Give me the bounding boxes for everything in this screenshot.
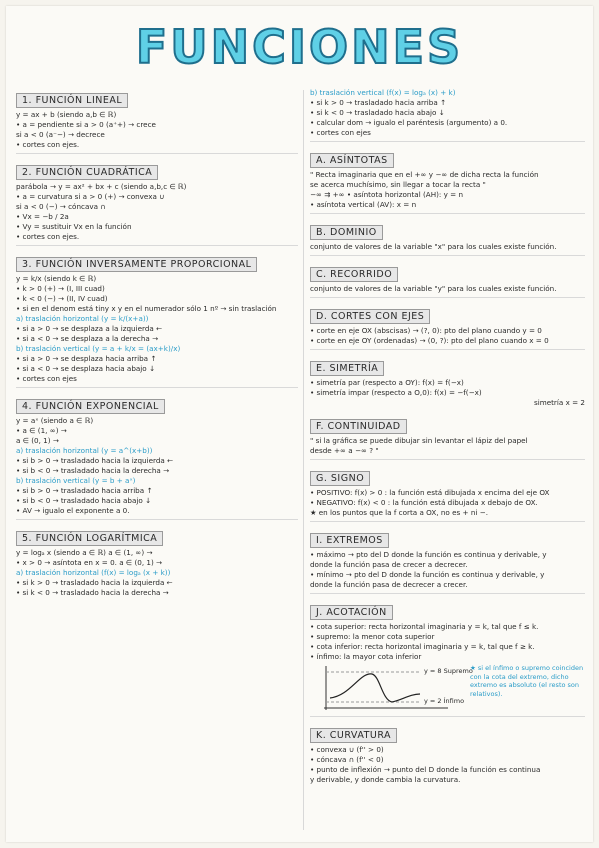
text-line: se acerca muchísimo, sin llegar a tocar la recta "	[310, 180, 486, 189]
text-line: • si k < 0 → trasladado hacia abajo ↓	[310, 108, 445, 117]
subheading: b) traslación vertical (f(x) = logₐ (x) + k)	[310, 88, 456, 97]
text-line: • simetría par (respecto a OY): f(x) = f(−x)	[310, 378, 464, 387]
text-line: • si a > 0 → se desplaza hacia arriba ↑	[16, 354, 157, 363]
text-line: • cortes con ejes.	[16, 140, 80, 149]
section-heading: K. CURVATURA	[310, 728, 397, 743]
section-signo	[310, 466, 585, 522]
text-line: • si en el denom está tiny x y en el numerador sólo 1 nº → sin traslación	[16, 304, 277, 313]
text-line: • asíntota vertical (AV): x = n	[310, 200, 417, 209]
section-logaritmica	[16, 526, 298, 598]
subheading: a) traslación horizontal (f(x) = logₐ (x + k))	[16, 568, 171, 577]
text-line: • máximo → pto del D donde la función es continua y derivable, y	[310, 550, 547, 559]
section-heading: A. ASÍNTOTAS	[310, 153, 394, 168]
section-rule	[310, 349, 585, 350]
section-heading: I. EXTREMOS	[310, 533, 389, 548]
text-line: • Vy = sustituir Vx en la función	[16, 222, 132, 231]
section-heading: 1. FUNCIÓN LINEAL	[16, 93, 128, 108]
section-rule	[310, 716, 585, 717]
text-line: • cóncava ∩ (f'' < 0)	[310, 755, 384, 764]
text-line: • AV → igualo el exponente a 0.	[16, 506, 130, 515]
section-cortes	[310, 304, 585, 350]
text-line: • a ∈ (1, ∞) →	[16, 426, 67, 435]
section-heading: 3. FUNCIÓN INVERSAMENTE PROPORCIONAL	[16, 257, 257, 272]
section-exponencial	[16, 394, 298, 520]
section-heading: J. ACOTACIÓN	[310, 605, 393, 620]
bounds-graph	[320, 664, 585, 712]
section-extremos	[310, 528, 585, 594]
text-line: • si b > 0 → trasladado hacia la izquierda ←	[16, 456, 174, 465]
section-heading: C. RECORRIDO	[310, 267, 398, 282]
text-line: • si k > 0 → trasladado hacia arriba ↑	[310, 98, 447, 107]
section-rule	[16, 519, 298, 520]
text-line: • supremo: la menor cota superior	[310, 632, 435, 641]
text-line: donde la función pasa de decrecer a crecer.	[310, 580, 468, 589]
text-line: • cota inferior: recta horizontal imaginaria y = k, tal que f ≥ k.	[310, 642, 535, 651]
text-line: parábola → y = ax² + bx + c (siendo a,b,c ∈ ℝ)	[16, 182, 187, 191]
text-line: • cortes con ejes	[310, 128, 371, 137]
text-line: si a < 0 (−) → cóncava ∩	[16, 202, 106, 211]
text-line: • k < 0 (−) → (II, IV cuad)	[16, 294, 108, 303]
section-heading: D. CORTES CON EJES	[310, 309, 430, 324]
text-line: • si b < 0 → trasladado hacia abajo ↓	[16, 496, 152, 505]
section-heading: E. SIMETRÍA	[310, 361, 384, 376]
section-rule	[310, 255, 585, 256]
text-line: • si b > 0 → trasladado hacia arriba ↑	[16, 486, 153, 495]
text-line: • si a > 0 → se desplaza a la izquierda ←	[16, 324, 163, 333]
column-divider	[303, 90, 304, 830]
section-heading: 5. FUNCIÓN LOGARÍTMICA	[16, 531, 163, 546]
text-line: • corte en eje OY (ordenadas) → (0, ?): pto del plano cuando x = 0	[310, 336, 549, 345]
text-line: • ínfimo: la mayor cota inferior	[310, 652, 422, 661]
subheading: a) traslación horizontal (y = a^(x+b))	[16, 446, 153, 455]
section-continuidad	[310, 414, 585, 460]
text-line: • si b < 0 → trasladado hacia la derecha →	[16, 466, 170, 475]
text-line: y = logₐ x (siendo a ∈ ℝ) a ∈ (1, ∞) →	[16, 548, 153, 557]
section-rule	[310, 521, 585, 522]
section-log-vertical	[310, 88, 585, 142]
section-heading: F. CONTINUIDAD	[310, 419, 407, 434]
text-line: • si a < 0 → se desplaza a la derecha →	[16, 334, 159, 343]
text-line: • a = curvatura si a > 0 (+) → convexa ∪	[16, 192, 165, 201]
text-line: • Vx = −b / 2a	[16, 212, 69, 221]
section-rule	[16, 153, 298, 154]
section-inversa	[16, 252, 298, 388]
section-heading: B. DOMINIO	[310, 225, 383, 240]
text-line: • NEGATIVO: f(x) < 0 : la función está dibujada x debajo de OX.	[310, 498, 538, 507]
text-line: • k > 0 (+) → (I, III cuad)	[16, 284, 105, 293]
section-heading: G. SIGNO	[310, 471, 370, 486]
text-line: y = k/x (siendo k ∈ ℝ)	[16, 274, 97, 283]
section-rule	[310, 593, 585, 594]
text-line: • si k > 0 → trasladado hacia la izquierda ←	[16, 578, 173, 587]
text-line: si a < 0 (a⁻−) → decrece	[16, 130, 105, 139]
section-heading: 2. FUNCIÓN CUADRÁTICA	[16, 165, 158, 180]
section-rule	[310, 213, 585, 214]
page-title: FUNCIONES	[135, 20, 464, 74]
extremo-note: ★ si el ínfimo o supremo coinciden con la cota del extremo, dicho extremo es absoluto (el resto son relativos).	[470, 664, 584, 698]
text-line: desde +∞ a −∞ ? "	[310, 446, 379, 455]
subheading: b) traslación vertical (y = a + k/x = (ax+k)/x)	[16, 344, 181, 353]
section-curvatura	[310, 723, 585, 785]
text-line: • corte en eje OX (abscisas) → (?, 0): pto del plano cuando y = 0	[310, 326, 542, 335]
right-column	[310, 88, 585, 791]
text-line: −∞ ⇉ +∞ • asíntota horizontal (AH): y = n	[310, 190, 464, 199]
text-line: conjunto de valores de la variable "x" para los cuales existe función.	[310, 242, 557, 251]
subheading: a) traslación horizontal (y = k/(x+a))	[16, 314, 149, 323]
text-line: a ∈ (0, 1) →	[16, 436, 59, 445]
section-recorrido	[310, 262, 585, 298]
section-asintotas	[310, 148, 585, 214]
text-line: • mínimo → pto del D donde la función es continua y derivable, y	[310, 570, 545, 579]
section-lineal	[16, 88, 298, 154]
text-line: • a = pendiente si a > 0 (a⁺+) → crece	[16, 120, 156, 129]
function-curve	[330, 674, 420, 702]
text-line: y = ax + b (siendo a,b ∈ ℝ)	[16, 110, 117, 119]
section-simetria	[310, 356, 585, 408]
text-line: • si a < 0 → se desplaza hacia abajo ↓	[16, 364, 155, 373]
text-line: donde la función pasa de crecer a decrecer.	[310, 560, 468, 569]
text-line: simetría x = 2	[533, 398, 585, 407]
section-acotacion	[310, 600, 585, 717]
text-line: y = aˣ (siendo a ∈ ℝ)	[16, 416, 94, 425]
text-line: • calcular dom → igualo el paréntesis (argumento) a 0.	[310, 118, 508, 127]
section-cuadratica	[16, 160, 298, 246]
notes-sheet	[6, 6, 593, 842]
section-heading: 4. FUNCIÓN EXPONENCIAL	[16, 399, 165, 414]
text-line: • cota superior: recta horizontal imaginaria y = k, tal que f ≤ k.	[310, 622, 539, 631]
text-line: • convexa ∪ (f'' > 0)	[310, 745, 384, 754]
section-rule	[310, 141, 585, 142]
text-line: • si k < 0 → trasladado hacia la derecha →	[16, 588, 169, 597]
text-line: conjunto de valores de la variable "y" para los cuales existe función.	[310, 284, 557, 293]
section-dominio	[310, 220, 585, 256]
section-rule	[16, 245, 298, 246]
text-line: • cortes con ejes.	[16, 232, 80, 241]
text-line: • simetría impar (respecto a O,0): f(x) = −f(−x)	[310, 388, 482, 397]
section-rule	[16, 387, 298, 388]
supremo-label: y = 8 Supremo	[424, 667, 473, 675]
left-column	[16, 88, 298, 604]
text-line: y derivable, y donde cambia la curvatura.	[310, 775, 461, 784]
infimo-label: y = 2 Ínfimo	[424, 697, 465, 705]
text-line: • POSITIVO: f(x) > 0 : la función está dibujada x encima del eje OX	[310, 488, 550, 497]
text-line: • cortes con ejes	[16, 374, 77, 383]
text-line: • punto de inflexión → punto del D donde la función es continua	[310, 765, 541, 774]
text-line: " Recta imaginaria que en el +∞ y −∞ de dicha recta la función	[310, 170, 539, 179]
text-line: " si la gráfica se puede dibujar sin levantar el lápiz del papel	[310, 436, 528, 445]
section-rule	[310, 297, 585, 298]
text-line: ★ en los puntos que la f corta a OX, no es + ni −.	[310, 508, 488, 517]
subheading: b) traslación vertical (y = b + aˣ)	[16, 476, 136, 485]
section-rule	[310, 459, 585, 460]
text-line: • x > 0 → asíntota en x = 0. a ∈ (0, 1) →	[16, 558, 163, 567]
